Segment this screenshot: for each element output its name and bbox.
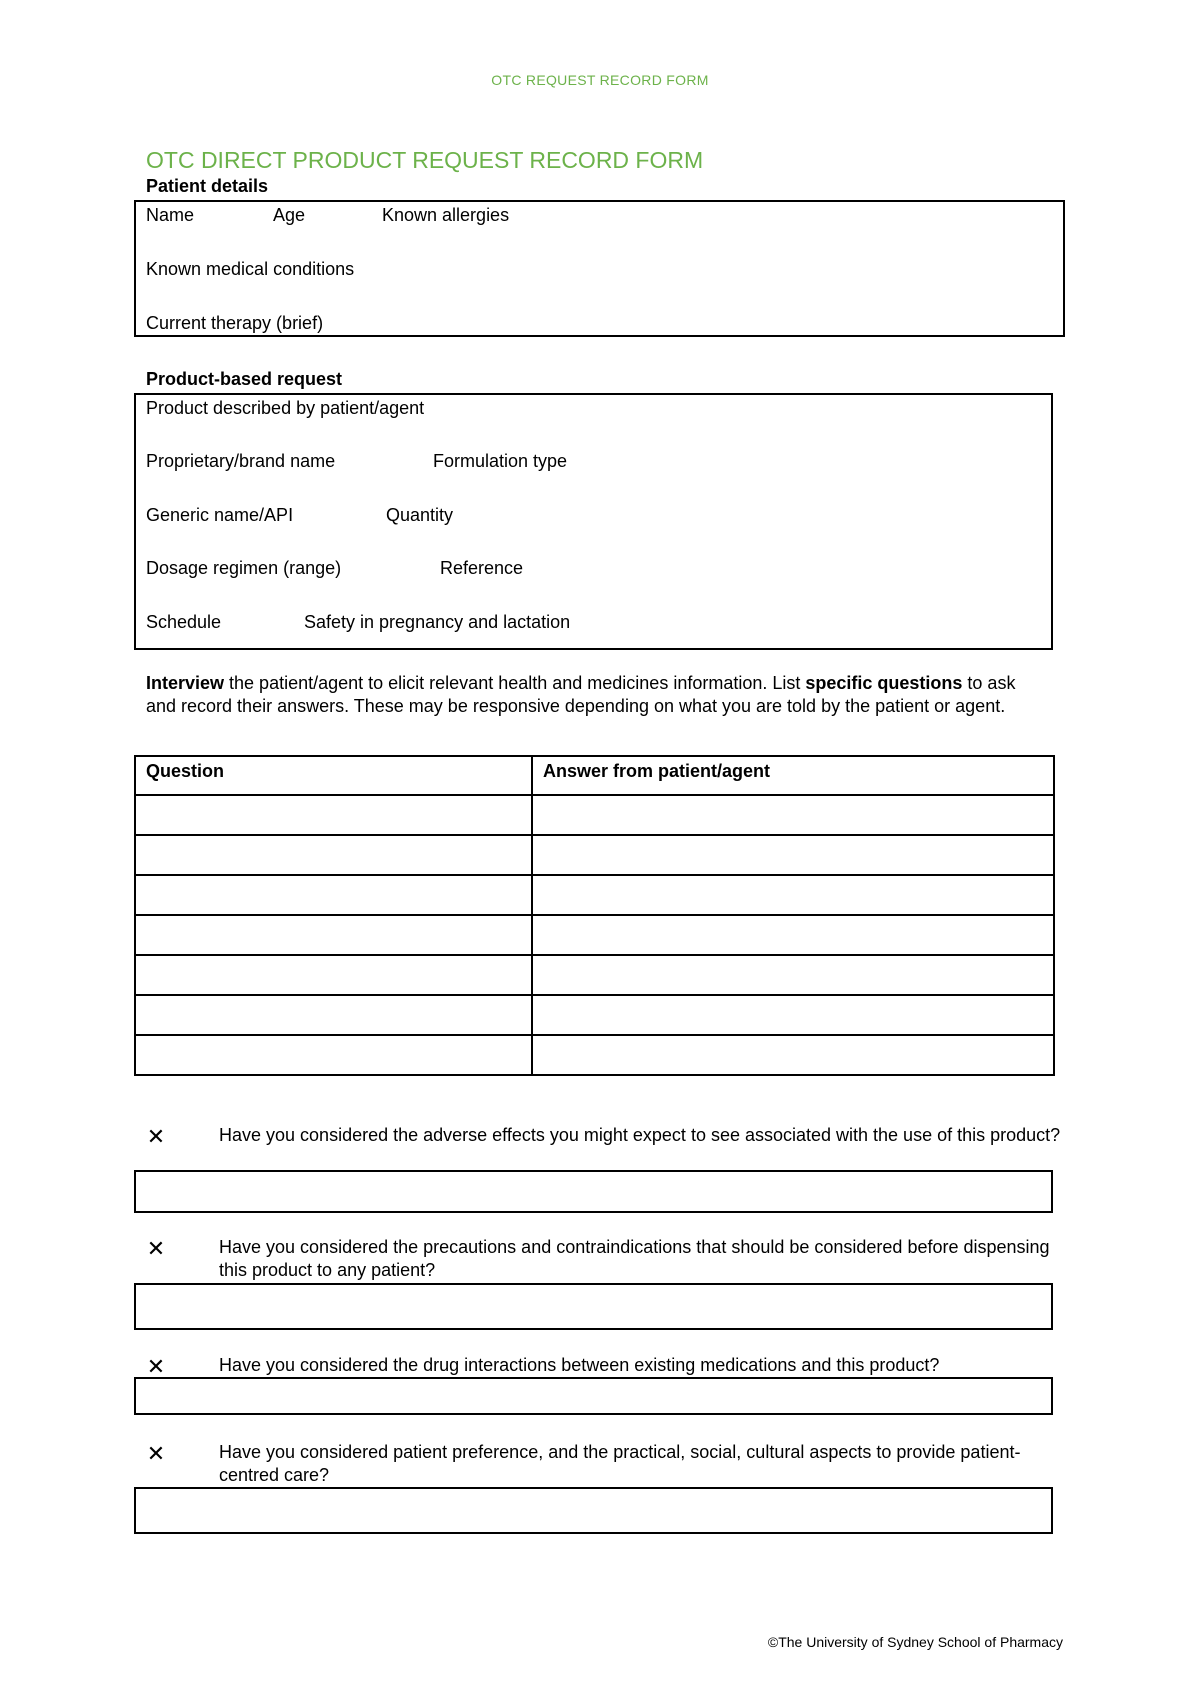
question-cell[interactable] (135, 795, 532, 835)
checklist-question-patient-preference: Have you considered patient preference, and the practical, social, cultural aspects to provide patient-centred care? (219, 1442, 1021, 1485)
patient-details-heading: Patient details (146, 176, 269, 196)
table-row (135, 875, 1054, 915)
question-cell[interactable] (135, 995, 532, 1035)
qa-header-row (135, 756, 1054, 795)
question-cell[interactable] (135, 875, 532, 915)
checklist-question-precautions: Have you considered the precautions and contraindications that should be considered before dispensing this product to any patient? (219, 1237, 1050, 1280)
dosage-label: Dosage regimen (range) (146, 558, 342, 578)
question-cell[interactable] (135, 915, 532, 955)
table-row (135, 1035, 1054, 1075)
described-label: Product described by patient/agent (146, 398, 425, 418)
question-cell[interactable] (135, 955, 532, 995)
question-cell[interactable] (135, 1035, 532, 1075)
therapy-label: Current therapy (brief) (146, 313, 324, 333)
table-row (135, 835, 1054, 875)
answer-header: Answer from patient/agent (532, 756, 1054, 795)
generic-label: Generic name/API (146, 505, 294, 525)
table-row (135, 795, 1054, 835)
answer-cell[interactable] (532, 1035, 1054, 1075)
answer-cell[interactable] (532, 955, 1054, 995)
brand-label: Proprietary/brand name (146, 451, 336, 471)
allergies-label: Known allergies (382, 205, 510, 225)
close-icon: ✕ (146, 1236, 166, 1261)
precautions-answer-box[interactable] (134, 1283, 1053, 1330)
table-row (135, 955, 1054, 995)
name-label: Name (146, 205, 195, 225)
adverse-effects-answer-box[interactable] (134, 1170, 1053, 1213)
answer-cell[interactable] (532, 875, 1054, 915)
formulation-label: Formulation type (433, 451, 568, 471)
close-icon: ✕ (146, 1441, 166, 1466)
question-cell[interactable] (135, 835, 532, 875)
close-icon: ✕ (146, 1124, 166, 1149)
interview-bold: Interview (146, 673, 225, 693)
answer-cell[interactable] (532, 995, 1054, 1035)
copyright-footer: ©The University of Sydney School of Pharmacy (767, 1634, 1063, 1650)
schedule-label: Schedule (146, 612, 222, 632)
answer-cell[interactable] (532, 835, 1054, 875)
reference-label: Reference (440, 558, 524, 578)
running-header: OTC REQUEST RECORD FORM (491, 72, 709, 88)
qa-table (134, 755, 1055, 1076)
age-label: Age (273, 205, 306, 225)
interview-text-1: the patient/agent to elicit relevant health and medicines information. List (224, 673, 806, 693)
patient-preference-answer-box[interactable] (134, 1487, 1053, 1534)
table-row (135, 915, 1054, 955)
answer-cell[interactable] (532, 915, 1054, 955)
close-icon: ✕ (146, 1354, 166, 1379)
form-title: OTC DIRECT PRODUCT REQUEST RECORD FORM (146, 147, 704, 173)
interview-instructions (146, 672, 1046, 718)
answer-cell[interactable] (532, 795, 1054, 835)
specific-questions-bold: specific questions (805, 673, 963, 693)
question-header: Question (135, 756, 532, 795)
product-request-heading: Product-based request (146, 369, 343, 389)
checklist-question-interactions: Have you considered the drug interactions between existing medications and this product? (219, 1355, 940, 1375)
table-row (135, 995, 1054, 1035)
checklist-question-adverse-effects: Have you considered the adverse effects you might expect to see associated with the use of this product? (219, 1125, 1061, 1145)
interactions-answer-box[interactable] (134, 1377, 1053, 1415)
interview-text-2: to ask and record their answers. These may be responsive depending on what you are told by the patient or agent. (146, 673, 1016, 716)
quantity-label: Quantity (386, 505, 454, 525)
conditions-label: Known medical conditions (146, 259, 355, 279)
pregnancy-label: Safety in pregnancy and lactation (304, 612, 571, 632)
